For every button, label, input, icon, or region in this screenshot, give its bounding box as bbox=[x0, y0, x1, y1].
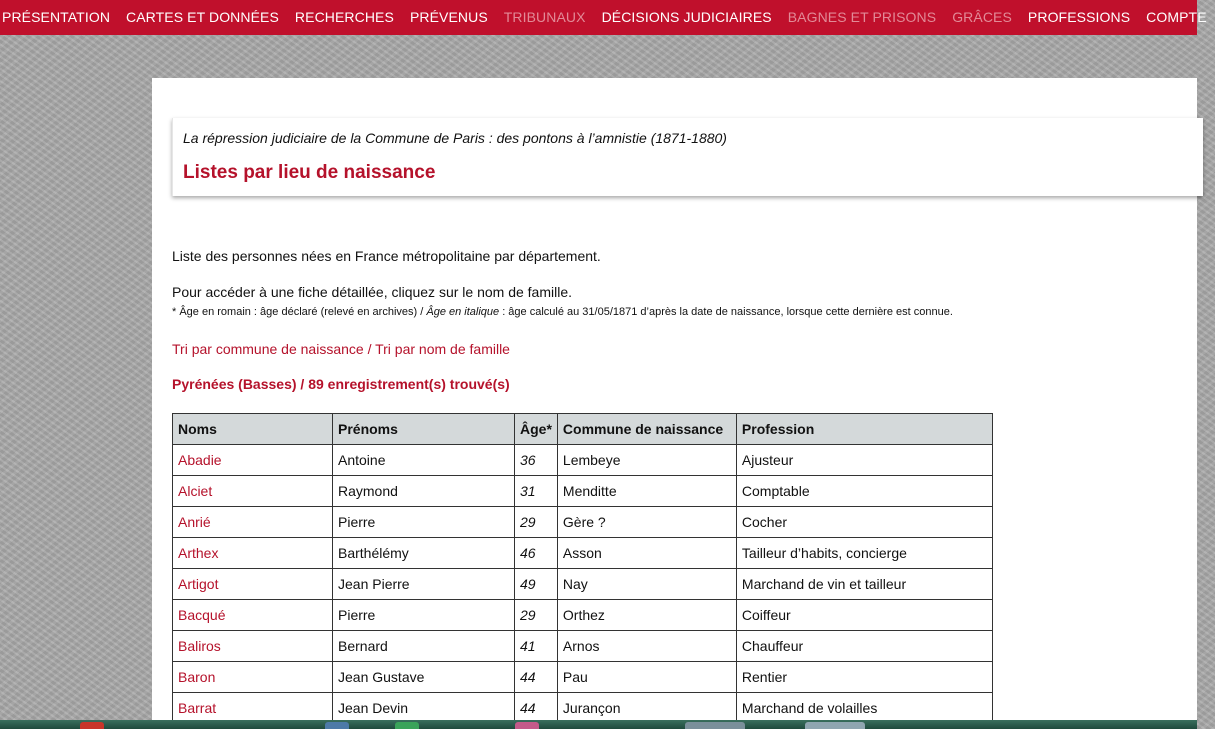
page-header bbox=[172, 118, 1203, 196]
surname-link[interactable]: Abadie bbox=[173, 445, 333, 476]
birth-commune-cell: Arnos bbox=[557, 631, 736, 662]
site-subtitle: La répression judiciaire de la Commune de Paris : des pontons à l’amnistie (1871-1880) bbox=[183, 130, 727, 146]
table-row bbox=[173, 600, 993, 631]
nav-item-9[interactable]: COMPTE bbox=[1146, 9, 1207, 25]
sort-separator: / bbox=[363, 341, 376, 357]
age-cell: 49 bbox=[515, 569, 558, 600]
profession-cell: Ajusteur bbox=[736, 445, 992, 476]
surname-link[interactable]: Arthex bbox=[173, 538, 333, 569]
surname-link[interactable]: Bacqué bbox=[173, 600, 333, 631]
surname-link[interactable]: Artigot bbox=[173, 569, 333, 600]
nav-item-4[interactable]: TRIBUNAUX bbox=[503, 9, 586, 25]
age-cell: 44 bbox=[515, 662, 558, 693]
table-row bbox=[173, 507, 993, 538]
birth-commune-cell: Pau bbox=[557, 662, 736, 693]
taskbar-app-icon[interactable] bbox=[395, 722, 419, 729]
birth-commune-cell: Orthez bbox=[557, 600, 736, 631]
first-name-cell: Bernard bbox=[333, 631, 515, 662]
taskbar-app-icon[interactable] bbox=[515, 722, 539, 729]
nav-item-0[interactable]: PRÉSENTATION bbox=[2, 9, 111, 25]
birth-commune-cell: Lembeye bbox=[557, 445, 736, 476]
nav-item-1[interactable]: CARTES ET DONNÉES bbox=[126, 9, 279, 25]
sort-by-name-link[interactable]: Tri par nom de famille bbox=[375, 341, 510, 357]
profession-cell: Tailleur d’habits, concierge bbox=[736, 538, 992, 569]
taskbar-app-icon[interactable] bbox=[80, 722, 104, 729]
birth-commune-cell: Gère ? bbox=[557, 507, 736, 538]
nav-item-8[interactable]: PROFESSIONS bbox=[1027, 9, 1131, 25]
intro-text: Liste des personnes nées en France métropolitaine par département. bbox=[172, 248, 601, 264]
age-cell: 46 bbox=[515, 538, 558, 569]
age-note-italic: Âge en italique bbox=[426, 306, 500, 318]
first-name-cell: Jean Pierre bbox=[333, 569, 515, 600]
sort-links bbox=[172, 341, 510, 357]
people-table bbox=[172, 413, 993, 724]
taskbar-app-icon[interactable] bbox=[805, 722, 865, 729]
profession-cell: Chauffeur bbox=[736, 631, 992, 662]
result-heading: Pyrénées (Basses) / 89 enregistrement(s) trouvé(s) bbox=[172, 376, 510, 392]
age-note-prefix: * Âge en romain : âge déclaré (relevé en archives) / bbox=[172, 306, 427, 318]
profession-cell: Coiffeur bbox=[736, 600, 992, 631]
first-name-cell: Antoine bbox=[333, 445, 515, 476]
nav-item-3[interactable]: PRÉVENUS bbox=[409, 9, 488, 25]
page-title: Listes par lieu de naissance bbox=[183, 162, 436, 183]
instruction-text: Pour accéder à une fiche détaillée, cliquez sur le nom de famille. bbox=[172, 284, 572, 300]
table-row bbox=[173, 693, 993, 724]
profession-cell: Rentier bbox=[736, 662, 992, 693]
first-name-cell: Jean Devin bbox=[333, 693, 515, 724]
first-name-cell: Jean Gustave bbox=[333, 662, 515, 693]
age-cell: 31 bbox=[515, 476, 558, 507]
os-taskbar bbox=[0, 720, 1197, 729]
table-row bbox=[173, 631, 993, 662]
table-row bbox=[173, 476, 993, 507]
col-header-commune: Commune de naissance bbox=[557, 414, 736, 445]
sort-by-commune-link[interactable]: Tri par commune de naissance bbox=[172, 341, 364, 357]
age-cell: 41 bbox=[515, 631, 558, 662]
first-name-cell: Pierre bbox=[333, 600, 515, 631]
profession-cell: Cocher bbox=[736, 507, 992, 538]
taskbar-app-icon[interactable] bbox=[325, 722, 349, 729]
age-cell: 36 bbox=[515, 445, 558, 476]
taskbar-app-icon[interactable] bbox=[685, 722, 745, 729]
content-panel bbox=[152, 78, 1197, 729]
nav-item-6[interactable]: BAGNES ET PRISONS bbox=[787, 9, 937, 25]
nav-item-2[interactable]: RECHERCHES bbox=[294, 9, 394, 25]
table-header-row bbox=[173, 414, 993, 445]
surname-link[interactable]: Anrié bbox=[173, 507, 333, 538]
surname-link[interactable]: Baliros bbox=[173, 631, 333, 662]
age-note bbox=[172, 306, 953, 318]
profession-cell: Comptable bbox=[736, 476, 992, 507]
birth-commune-cell: Asson bbox=[557, 538, 736, 569]
col-header-prenoms: Prénoms bbox=[333, 414, 515, 445]
surname-link[interactable]: Baron bbox=[173, 662, 333, 693]
table-row bbox=[173, 662, 993, 693]
table-row bbox=[173, 538, 993, 569]
surname-link[interactable]: Barrat bbox=[173, 693, 333, 724]
profession-cell: Marchand de volailles bbox=[736, 693, 992, 724]
age-cell: 44 bbox=[515, 693, 558, 724]
birth-commune-cell: Menditte bbox=[557, 476, 736, 507]
first-name-cell: Pierre bbox=[333, 507, 515, 538]
age-cell: 29 bbox=[515, 600, 558, 631]
top-navigation bbox=[0, 0, 1207, 35]
table-row bbox=[173, 569, 993, 600]
table-row bbox=[173, 445, 993, 476]
surname-link[interactable]: Alciet bbox=[173, 476, 333, 507]
col-header-profession: Profession bbox=[736, 414, 992, 445]
birth-commune-cell: Nay bbox=[557, 569, 736, 600]
col-header-age: Âge* bbox=[515, 414, 558, 445]
age-cell: 29 bbox=[515, 507, 558, 538]
nav-item-7[interactable]: GRÂCES bbox=[952, 9, 1012, 25]
first-name-cell: Raymond bbox=[333, 476, 515, 507]
birth-commune-cell: Jurançon bbox=[557, 693, 736, 724]
col-header-noms: Noms bbox=[173, 414, 333, 445]
first-name-cell: Barthélémy bbox=[333, 538, 515, 569]
age-note-suffix: : âge calculé au 31/05/1871 d’après la date de naissance, lorsque cette dernière est connue. bbox=[499, 306, 953, 318]
profession-cell: Marchand de vin et tailleur bbox=[736, 569, 992, 600]
nav-item-5[interactable]: DÉCISIONS JUDICIAIRES bbox=[601, 9, 772, 25]
